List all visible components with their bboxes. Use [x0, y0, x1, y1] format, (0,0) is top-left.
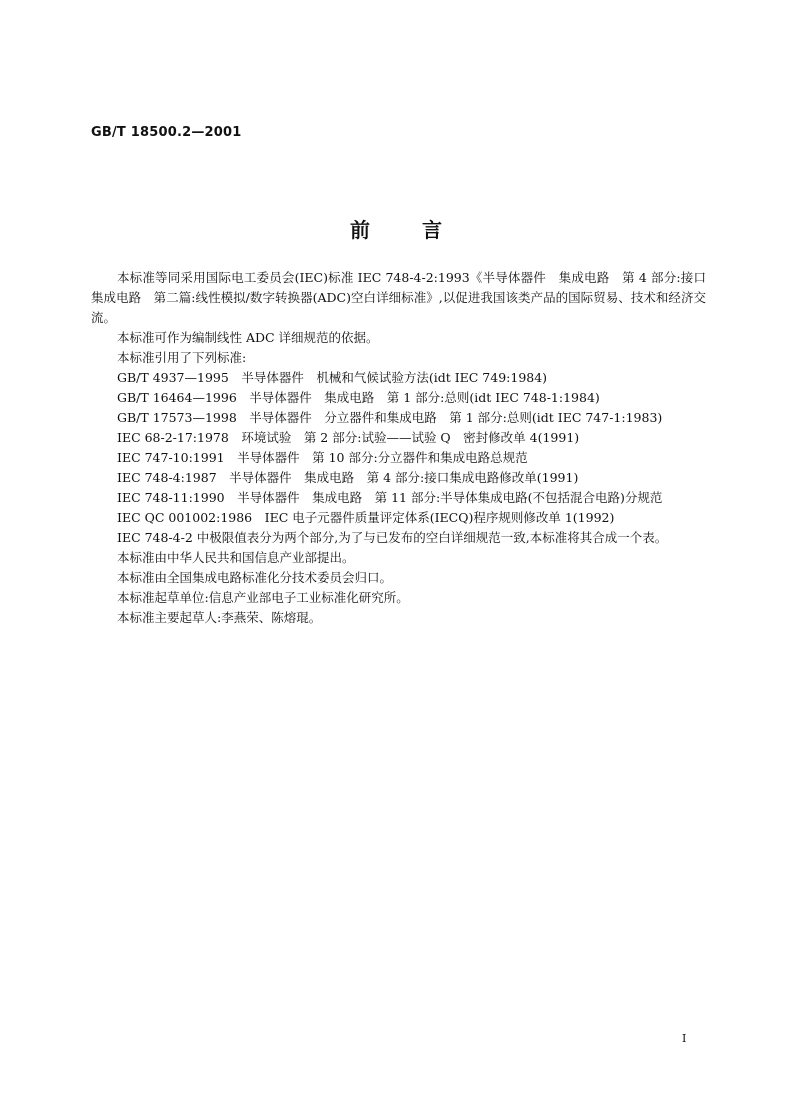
- reference-item: GB/T 17573—1998 半导体器件 分立器件和集成电路 第 1 部分:总则(idt IEC 747-1:1983): [117, 410, 663, 425]
- paragraph-adoption: 本标准等同采用国际电工委员会(IEC)标准 IEC 748-4-2:1993《半导体器件 集成电路 第 4 部分:接口集成电路 第二篇:线性模拟/数字转换器(ADC)空白详细标准》,以促进我国该类产品的国际贸易、技术和经济交流。: [91, 270, 706, 325]
- page-number: I: [682, 1032, 687, 1045]
- title-char-1: 前: [350, 218, 370, 242]
- paragraph-basis: 本标准可作为编制线性 ADC 详细规范的依据。: [117, 330, 379, 345]
- reference-item: IEC 748-4:1987 半导体器件 集成电路 第 4 部分:接口集成电路修改单(1991): [117, 470, 579, 485]
- foreword-body: [91, 268, 706, 628]
- paragraph-committee: 本标准由全国集成电路标准化分技术委员会归口。: [117, 570, 393, 585]
- reference-item: IEC 748-11:1990 半导体器件 集成电路 第 11 部分:半导体集成电路(不包括混合电路)分规范: [117, 490, 663, 505]
- paragraph-proposer: 本标准由中华人民共和国信息产业部提出。: [117, 550, 355, 565]
- reference-item: IEC 747-10:1991 半导体器件 第 10 部分:分立器件和集成电路总规范: [117, 450, 528, 465]
- paragraph-drafting-unit: 本标准起草单位:信息产业部电子工业标准化研究所。: [117, 590, 409, 605]
- reference-item: IEC QC 001002:1986 IEC 电子元器件质量评定体系(IECQ)程序规则修改单 1(1992): [117, 510, 615, 525]
- page-title: [0, 214, 792, 243]
- paragraph-limit-table: IEC 748-4-2 中极限值表分为两个部分,为了与已发布的空白详细规范一致,本标准将其合成一个表。: [117, 530, 668, 545]
- title-char-2: 言: [422, 218, 442, 242]
- standard-code: GB/T 18500.2—2001: [91, 125, 242, 140]
- reference-item: GB/T 4937—1995 半导体器件 机械和气候试验方法(idt IEC 749:1984): [117, 370, 548, 385]
- reference-item: IEC 68-2-17:1978 环境试验 第 2 部分:试验——试验 Q 密封修改单 4(1991): [117, 430, 580, 445]
- paragraph-drafters: 本标准主要起草人:李燕荣、陈熔琨。: [117, 610, 322, 625]
- paragraph-references-intro: 本标准引用了下列标准:: [117, 350, 247, 365]
- reference-item: GB/T 16464—1996 半导体器件 集成电路 第 1 部分:总则(idt IEC 748-1:1984): [117, 390, 600, 405]
